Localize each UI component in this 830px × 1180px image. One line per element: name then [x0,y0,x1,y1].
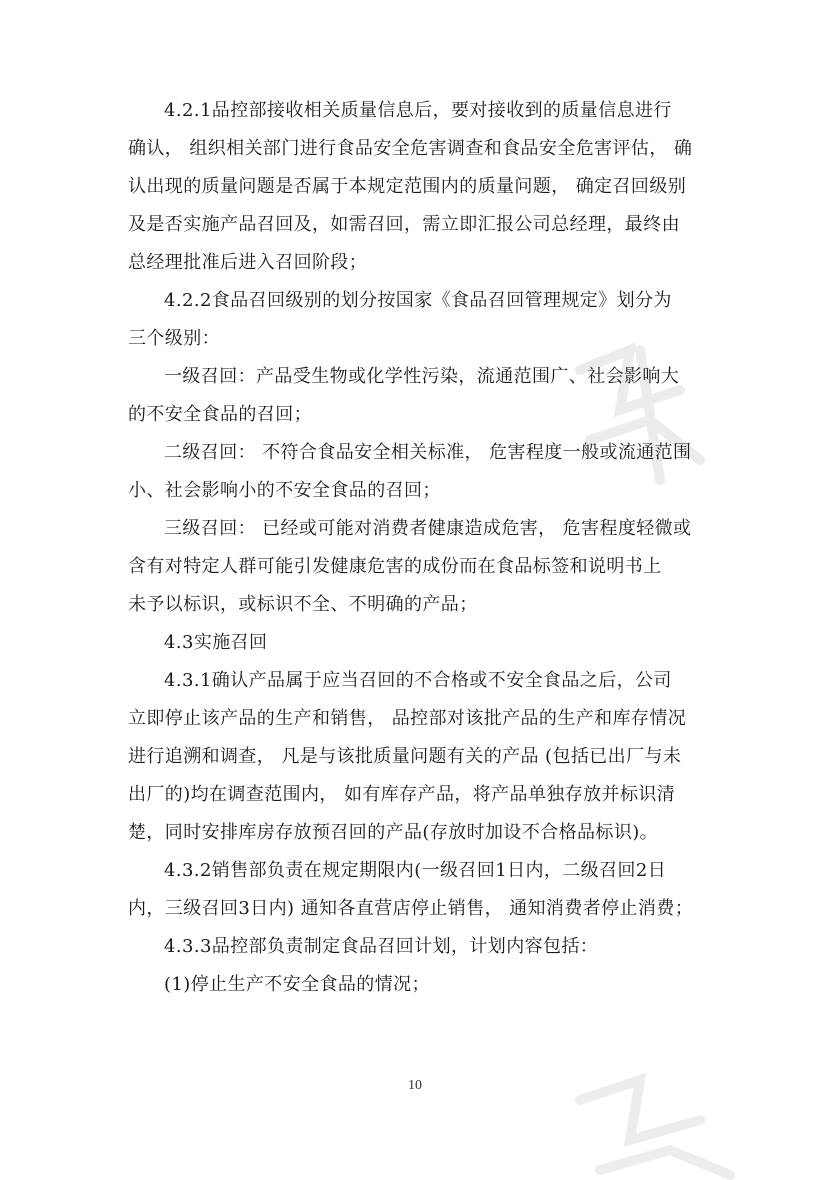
text-line: 4.3.3品控部负责制定食品召回计划，计划内容包括： [164,936,599,957]
text-line: 总经理批准后进入召回阶段； [128,252,368,273]
text-line: 含有对特定人群可能引发健康危害的成份而在食品标签和说明书上 [128,556,662,577]
paragraph [128,358,718,434]
paragraph [128,966,718,1004]
paragraph [128,662,718,852]
paragraph [128,434,718,510]
text-line: 小、社会影响小的不安全食品的召回； [128,480,441,501]
document-body [128,92,718,1004]
text-line: 出厂的)均在调查范围内， 如有库存产品，将产品单独存放并标识清 [128,784,676,805]
text-line: (1)停止生产不安全食品的情况； [164,974,430,995]
text-line: 4.3.2销售部负责在规定期限内(一级召回1日内，二级召回2日 [164,860,667,881]
text-line: 未予以标识，或标识不全、不明确的产品； [128,594,478,615]
text-line: 立即停止该产品的生产和销售， 品控部对该批产品的生产和库存情况 [128,708,687,729]
text-line: 4.3实施召回 [164,632,268,653]
text-line: 进行追溯和调查， 凡是与该批质量问题有关的产品 (包括已出厂与未 [128,746,682,767]
text-line: 及是否实施产品召回及，如需召回，需立即汇报公司总经理，最终由 [128,214,680,235]
page-number: 10 [408,1078,422,1093]
text-line: 4.3.1确认产品属于应当召回的不合格或不安全食品之后，公司 [164,670,672,691]
section-heading [128,624,718,662]
text-line: 的不安全食品的召回； [128,404,312,425]
paragraph [128,92,718,282]
paragraph [128,928,718,966]
text-line: 内，三级召回3日内) 通知各直营店停止销售， 通知消费者停止消费； [128,898,694,919]
text-line: 确认， 组织相关部门进行食品安全危害调查和食品安全危害评估， 确 [128,138,693,159]
text-line: 4.2.2食品召回级别的划分按国家《食品召回管理规定》划分为 [164,290,672,311]
text-line: 二级召回： 不符合食品安全相关标准， 危害程度一般或流通范围 [164,442,692,463]
text-line: 认出现的质量问题是否属于本规定范围内的质量问题， 确定召回级别 [128,176,687,197]
paragraph [128,510,718,624]
paragraph [128,282,718,358]
text-line: 三级召回： 已经或可能对消费者健康造成危害， 危害程度轻微或 [164,518,692,539]
text-line: 4.2.1品控部接收相关质量信息后，要对接收到的质量信息进行 [164,100,672,121]
text-line: 一级召回：产品受生物或化学性污染，流通范围广、社会影响大 [164,366,680,387]
text-line: 楚，同时安排库房存放预召回的产品(存放时加设不合格品标识)。 [128,822,659,843]
text-line: 三个级别： [128,328,220,349]
paragraph [128,852,718,928]
